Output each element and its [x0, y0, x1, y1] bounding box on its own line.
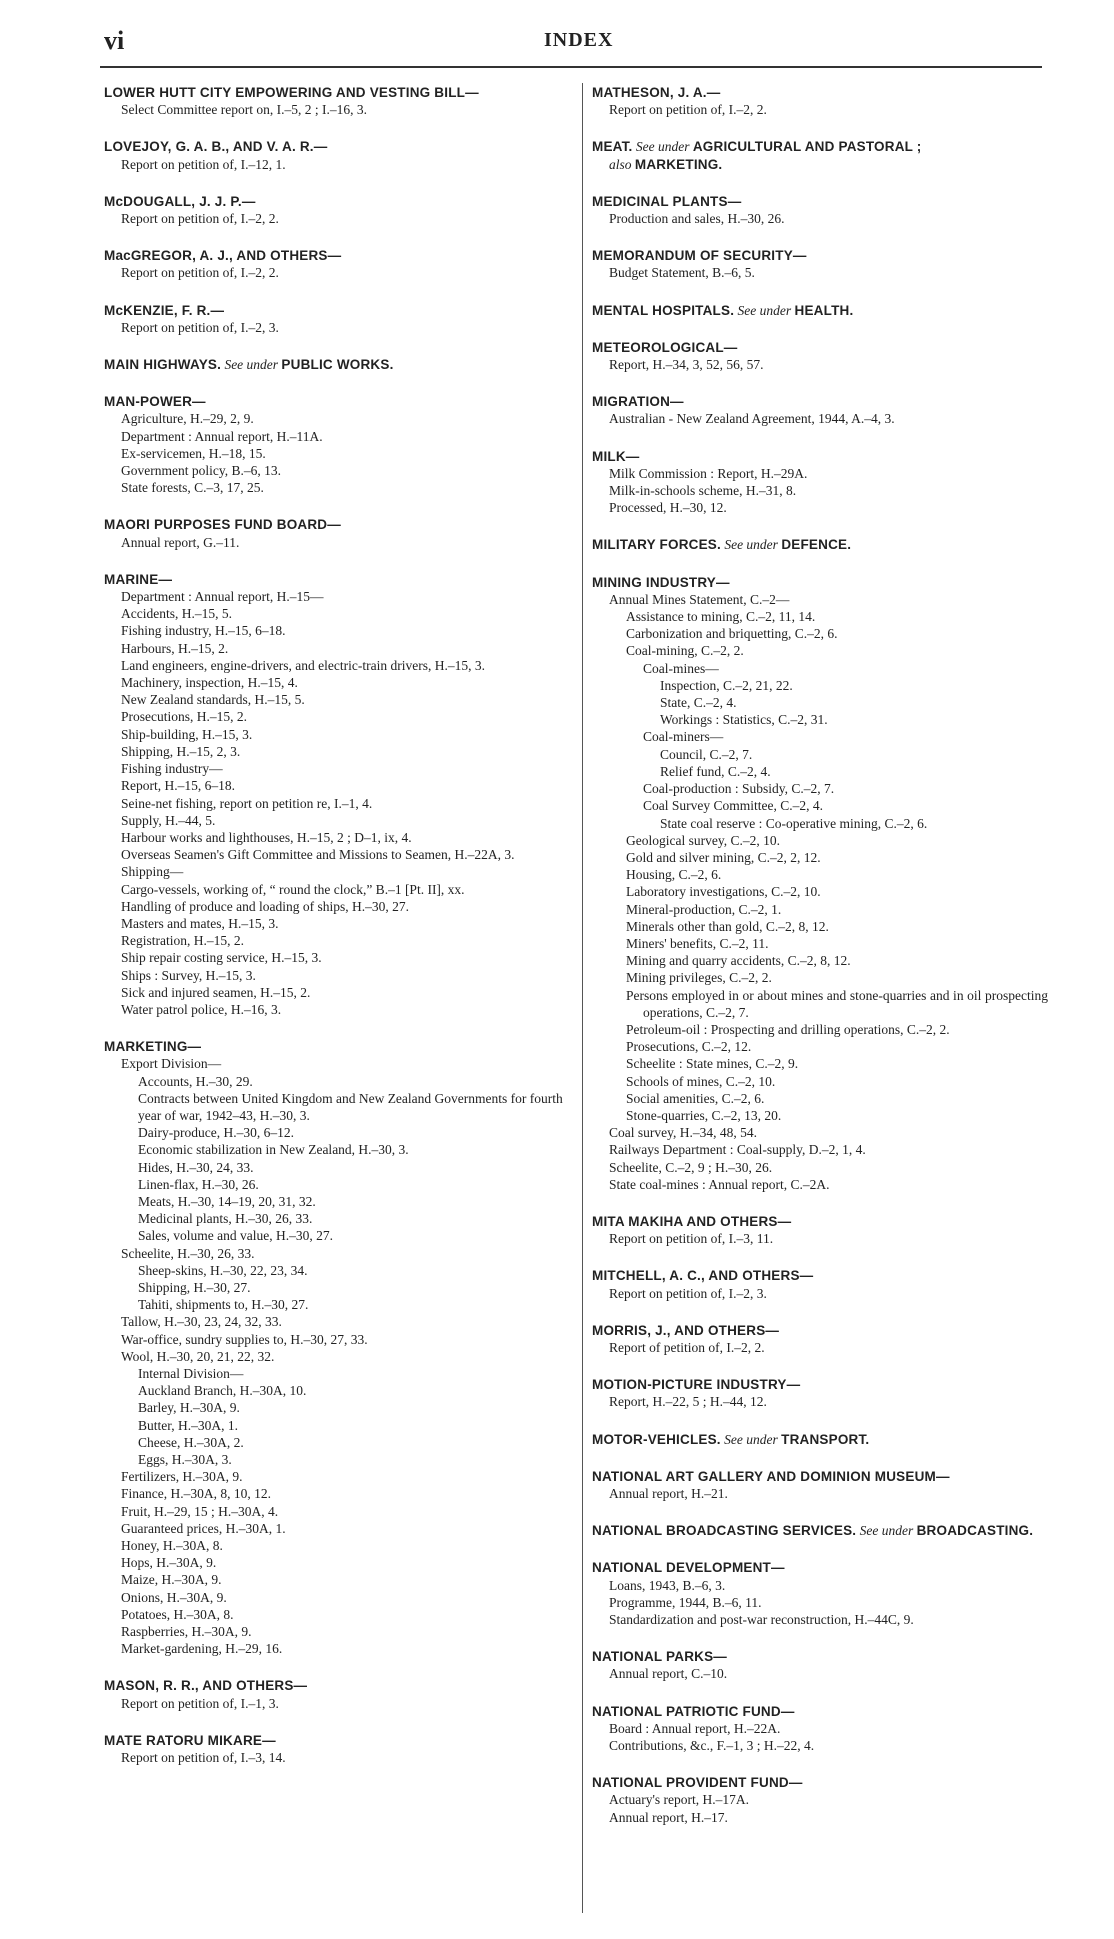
- entry-heading: NATIONAL PARKS—: [592, 1649, 728, 1665]
- index-entry: [592, 1468, 1048, 1502]
- index-entry: [592, 1431, 1048, 1448]
- index-subentry: Butter, H.–30A, 1.: [138, 1417, 238, 1433]
- index-subentry: Water patrol police, H.–16, 3.: [121, 1001, 282, 1017]
- index-subentry: Ex-servicemen, H.–18, 15.: [121, 445, 266, 461]
- index-subentry: Registration, H.–15, 2.: [121, 933, 244, 949]
- index-subentry: Wool, H.–30, 20, 21, 22, 32.: [121, 1348, 275, 1364]
- index-subentry: Maize, H.–30A, 9.: [121, 1572, 222, 1588]
- index-entry: [592, 536, 1048, 553]
- index-subentry: Laboratory investigations, C.–2, 10.: [626, 884, 821, 900]
- index-entry: [592, 1267, 1048, 1301]
- index-entry: [592, 1559, 1048, 1628]
- index-subentry: Contributions, &c., F.–1, 3 ; H.–22, 4.: [609, 1738, 815, 1754]
- index-subentry: Report on petition of, I.–2, 2.: [609, 102, 767, 118]
- index-subentry: Annual Mines Statement, C.–2—: [609, 591, 790, 607]
- index-subentry: Guaranteed prices, H.–30A, 1.: [121, 1520, 286, 1536]
- entry-heading: MEDICINAL PLANTS—: [592, 193, 742, 209]
- index-subentry: Masters and mates, H.–15, 3.: [121, 915, 279, 931]
- index-subentry: Ship repair costing service, H.–15, 3.: [121, 950, 322, 966]
- index-entry: [592, 1703, 1048, 1755]
- index-subentry: Harbours, H.–15, 2.: [121, 640, 229, 656]
- see-under-label: See under: [737, 302, 792, 318]
- index-subentry: Milk Commission : Report, H.–29A.: [609, 465, 808, 481]
- index-subentry: Council, C.–2, 7.: [660, 746, 753, 762]
- index-subentry: Coal-miners—: [643, 729, 724, 745]
- entry-heading-line: [592, 1522, 1048, 1539]
- entry-heading-line: [592, 1774, 1048, 1791]
- entry-heading: MAIN HIGHWAYS.: [104, 357, 222, 373]
- index-subentry: Prosecutions, H.–15, 2.: [121, 709, 247, 725]
- index-entry: [592, 1213, 1048, 1247]
- index-entry: [104, 247, 570, 281]
- index-subentry: Harbour works and lighthouses, H.–15, 2 ; D–1, ix, 4.: [121, 829, 412, 845]
- index-subentry: Report, H.–22, 5 ; H.–44, 12.: [609, 1394, 767, 1410]
- index-subentry: Cheese, H.–30A, 2.: [138, 1434, 244, 1450]
- index-subentry: Report on petition of, I.–12, 1.: [121, 156, 286, 172]
- entry-heading: MARKETING—: [104, 1039, 202, 1055]
- entry-heading-line: [592, 1559, 1048, 1576]
- see-under-label: See under: [724, 1431, 778, 1447]
- index-subentry: Scheelite : State mines, C.–2, 9.: [626, 1056, 799, 1072]
- header-rule: [100, 66, 1042, 68]
- entry-heading-line: [592, 339, 1048, 356]
- entry-heading: MITCHELL, A. C., AND OTHERS—: [592, 1268, 814, 1284]
- index-entry: [592, 448, 1048, 517]
- index-subentry: Scheelite, H.–30, 26, 33.: [121, 1245, 255, 1261]
- cross-reference: MARKETING.: [634, 156, 723, 172]
- index-subentry: Linen-flax, H.–30, 26.: [138, 1176, 259, 1192]
- index-subentry: Land engineers, engine-drivers, and electric-train drivers, H.–15, 3.: [121, 657, 485, 673]
- index-subentry: Supply, H.–44, 5.: [121, 812, 216, 828]
- entry-heading: METEOROLOGICAL—: [592, 339, 738, 355]
- index-subentry: Seine-net fishing, report on petition re, I.–1, 4.: [121, 795, 373, 811]
- index-subentry: Report on petition of, I.–2, 3.: [121, 319, 279, 335]
- entry-heading: NATIONAL PATRIOTIC FUND—: [592, 1703, 795, 1719]
- index-subentry: Eggs, H.–30A, 3.: [138, 1452, 232, 1468]
- entry-heading-line: [104, 1732, 570, 1749]
- index-entry: [104, 571, 570, 1018]
- index-subentry: Report on petition of, I.–2, 2.: [121, 211, 279, 227]
- page-number: vi: [104, 26, 125, 55]
- index-entry: [592, 302, 1048, 319]
- index-subentry: War-office, sundry supplies to, H.–30, 27, 33.: [121, 1331, 368, 1347]
- entry-heading: MINING INDUSTRY—: [592, 574, 730, 590]
- index-subentry: Honey, H.–30A, 8.: [121, 1538, 223, 1554]
- see-under-label: See under: [224, 357, 279, 373]
- index-subentry: State coal-mines : Annual report, C.–2A.: [609, 1176, 830, 1192]
- index-entry: [104, 1677, 570, 1711]
- index-entry: [592, 1376, 1048, 1410]
- entry-heading: MOTOR-VEHICLES.: [592, 1431, 721, 1447]
- index-entry: [104, 393, 570, 496]
- index-subentry: Ships : Survey, H.–15, 3.: [121, 967, 256, 983]
- entry-heading-line: [104, 1677, 570, 1694]
- index-subentry: Miners' benefits, C.–2, 11.: [626, 935, 769, 951]
- index-subentry: Mining privileges, C.–2, 2.: [626, 970, 772, 986]
- running-title: INDEX: [544, 29, 614, 51]
- right-column: [592, 84, 1048, 1846]
- index-subentry: Carbonization and briquetting, C.–2, 6.: [626, 626, 838, 642]
- index-subentry: Mineral-production, C.–2, 1.: [626, 901, 782, 917]
- index-entry: [592, 393, 1048, 427]
- index-subentry: Shipping—: [121, 864, 184, 880]
- entry-heading: MENTAL HOSPITALS.: [592, 302, 735, 318]
- index-subentry: Fishing industry—: [121, 761, 223, 777]
- index-subentry: Internal Division—: [138, 1366, 244, 1381]
- column-divider: [582, 83, 583, 1913]
- index-entry: [592, 1322, 1048, 1356]
- index-subentry: Production and sales, H.–30, 26.: [609, 211, 785, 227]
- entry-heading-line: [592, 1322, 1048, 1339]
- index-subentry: New Zealand standards, H.–15, 5.: [121, 692, 305, 708]
- index-subentry: State forests, C.–3, 17, 25.: [121, 480, 264, 496]
- index-subentry: Processed, H.–30, 12.: [609, 500, 727, 516]
- index-subentry: Report on petition of, I.–2, 3.: [609, 1285, 767, 1301]
- entry-heading: MEAT.: [592, 139, 633, 155]
- index-subentry: Economic stabilization in New Zealand, H.–30, 3.: [138, 1142, 409, 1158]
- index-subentry: Australian - New Zealand Agreement, 1944, A.–4, 3.: [609, 411, 895, 427]
- index-subentry: State coal reserve : Co-operative mining, C.–2, 6.: [660, 815, 928, 831]
- index-subentry: Shipping, H.–30, 27.: [138, 1279, 251, 1295]
- index-entry: [104, 1732, 570, 1766]
- index-subentry: Coal-mines—: [643, 660, 719, 676]
- index-subentry: Annual report, G.–11.: [121, 534, 240, 550]
- entry-heading-line: [104, 84, 570, 101]
- page-header: [104, 26, 1044, 66]
- index-subentry: Stone-quarries, C.–2, 13, 20.: [626, 1107, 782, 1123]
- entry-heading-line: [592, 1376, 1048, 1393]
- entry-heading: MILITARY FORCES.: [592, 537, 721, 553]
- entry-heading-line: [592, 1431, 1048, 1448]
- index-entry: [592, 574, 1048, 1193]
- index-subentry: Standardization and post-war reconstruction, H.–44C, 9.: [609, 1612, 914, 1628]
- index-subentry: Accidents, H.–15, 5.: [121, 606, 232, 622]
- entry-heading: MORRIS, J., AND OTHERS—: [592, 1322, 780, 1338]
- index-subentry: Export Division—: [121, 1056, 222, 1072]
- cross-reference: AGRICULTURAL AND PASTORAL ;: [692, 139, 922, 155]
- entry-heading: MacGREGOR, A. J., AND OTHERS—: [104, 248, 342, 264]
- index-subentry: Accounts, H.–30, 29.: [138, 1073, 253, 1089]
- index-subentry: Social amenities, C.–2, 6.: [626, 1090, 765, 1106]
- index-entry: [104, 138, 570, 172]
- entry-heading: McDOUGALL, J. J. P.—: [104, 193, 256, 209]
- index-subentry: Government policy, B.–6, 13.: [121, 463, 281, 479]
- index-entry: [592, 138, 1048, 172]
- entry-heading-line: [592, 448, 1048, 465]
- cross-reference: HEALTH.: [794, 302, 854, 318]
- index-subentry: Housing, C.–2, 6.: [626, 867, 722, 883]
- entry-heading: MATE RATORU MIKARE—: [104, 1732, 276, 1748]
- entry-heading: McKENZIE, F. R.—: [104, 302, 225, 318]
- index-subentry: Sick and injured seamen, H.–15, 2.: [121, 984, 311, 1000]
- index-entry: [592, 84, 1048, 118]
- entry-heading: MITA MAKIHA AND OTHERS—: [592, 1213, 792, 1229]
- entry-heading-line: [104, 302, 570, 319]
- entry-heading: MILK—: [592, 448, 640, 464]
- index-subentry: Persons employed in or about mines and stone-quarries and in oil prospecting operations, C.–2, 7.: [626, 987, 1048, 1020]
- index-entry: [592, 1522, 1048, 1539]
- index-subentry: Assistance to mining, C.–2, 11, 14.: [626, 609, 816, 625]
- see-under-label: See under: [635, 139, 690, 155]
- index-entry: [104, 356, 570, 373]
- index-subentry: Machinery, inspection, H.–15, 4.: [121, 675, 298, 691]
- index-subentry: Report, H.–15, 6–18.: [121, 778, 235, 794]
- entry-heading-line: [104, 571, 570, 588]
- entry-heading: NATIONAL DEVELOPMENT—: [592, 1560, 785, 1576]
- index-subentry: Annual report, H.–21.: [609, 1486, 728, 1501]
- entry-heading-line: [104, 516, 570, 533]
- index-subentry: Barley, H.–30A, 9.: [138, 1400, 240, 1416]
- index-entry: [104, 1038, 570, 1657]
- index-subentry: Report on petition of, I.–3, 14.: [121, 1750, 286, 1766]
- entry-heading-line: [592, 84, 1048, 101]
- entry-heading-line: [104, 1038, 570, 1055]
- index-subentry: Coal-mining, C.–2, 2.: [626, 643, 744, 659]
- index-subentry: State, C.–2, 4.: [660, 695, 737, 711]
- index-subentry: Agriculture, H.–29, 2, 9.: [121, 411, 254, 427]
- index-subentry: Railways Department : Coal-supply, D.–2, 1, 4.: [609, 1142, 866, 1158]
- index-subentry: Potatoes, H.–30A, 8.: [121, 1606, 234, 1622]
- index-subentry: Department : Annual report, H.–11A.: [121, 428, 323, 444]
- entry-heading-line: [592, 247, 1048, 264]
- index-subentry: Dairy-produce, H.–30, 6–12.: [138, 1125, 294, 1141]
- index-subentry: Milk-in-schools scheme, H.–31, 8.: [609, 483, 797, 499]
- index-subentry: Loans, 1943, B.–6, 3.: [609, 1577, 726, 1593]
- index-subentry: Coal Survey Committee, C.–2, 4.: [643, 798, 823, 814]
- cross-reference: BROADCASTING.: [916, 1523, 1034, 1539]
- index-subentry: Market-gardening, H.–29, 16.: [121, 1641, 283, 1657]
- index-subentry: Scheelite, C.–2, 9 ; H.–30, 26.: [609, 1159, 773, 1175]
- index-subentry: Raspberries, H.–30A, 9.: [121, 1624, 252, 1640]
- entry-heading: NATIONAL PROVIDENT FUND—: [592, 1775, 803, 1791]
- index-subentry: Handling of produce and loading of ships, H.–30, 27.: [121, 898, 409, 914]
- index-subentry: Hops, H.–30A, 9.: [121, 1555, 217, 1571]
- index-subentry: Fertilizers, H.–30A, 9.: [121, 1469, 243, 1485]
- index-subentry: Ship-building, H.–15, 3.: [121, 726, 253, 742]
- index-subentry: Auckland Branch, H.–30A, 10.: [138, 1383, 307, 1399]
- index-subentry: Petroleum-oil : Prospecting and drilling operations, C.–2, 2.: [626, 1021, 950, 1037]
- index-subentry: Fishing industry, H.–15, 6–18.: [121, 623, 286, 639]
- index-subentry: Contracts between United Kingdom and New Zealand Governments for fourth year of war, 1942–43, H.–30, 3.: [138, 1090, 563, 1123]
- entry-heading: MARINE—: [104, 571, 173, 587]
- entry-heading: MOTION-PICTURE INDUSTRY—: [592, 1377, 801, 1393]
- see-under-label: See under: [859, 1523, 914, 1539]
- index-subentry: Department : Annual report, H.–15—: [121, 589, 324, 605]
- index-subentry: Schools of mines, C.–2, 10.: [626, 1073, 776, 1089]
- cross-reference: DEFENCE.: [781, 537, 852, 553]
- cross-reference: TRANSPORT.: [781, 1431, 870, 1447]
- index-entry: [104, 302, 570, 336]
- entry-heading-line: [592, 1468, 1048, 1485]
- index-subentry: Gold and silver mining, C.–2, 2, 12.: [626, 849, 821, 865]
- index-entry: [592, 339, 1048, 373]
- index-subentry: Coal survey, H.–34, 48, 54.: [609, 1125, 757, 1141]
- entry-heading-line: [104, 193, 570, 210]
- entry-heading: MASON, R. R., AND OTHERS—: [104, 1678, 308, 1694]
- index-subentry: Geological survey, C.–2, 10.: [626, 832, 780, 848]
- see-under-label: See under: [724, 537, 778, 553]
- index-subentry: Overseas Seamen's Gift Committee and Missions to Seamen, H.–22A, 3.: [121, 847, 515, 863]
- entry-heading: MIGRATION—: [592, 394, 684, 410]
- entry-heading-line: [592, 1213, 1048, 1230]
- entry-heading: LOWER HUTT CITY EMPOWERING AND VESTING BILL—: [104, 85, 479, 100]
- index-subentry: Tahiti, shipments to, H.–30, 27.: [138, 1297, 309, 1313]
- index-entry: [592, 193, 1048, 227]
- index-subentry: Prosecutions, C.–2, 12.: [626, 1039, 752, 1055]
- index-subentry: Shipping, H.–15, 2, 3.: [121, 743, 241, 759]
- index-entry: [592, 1648, 1048, 1682]
- entry-heading-line: [104, 138, 570, 155]
- index-subentry: Relief fund, C.–2, 4.: [660, 763, 771, 779]
- index-entry: [104, 193, 570, 227]
- also-label: also: [609, 156, 632, 172]
- index-subentry: Report on petition of, I.–3, 11.: [609, 1231, 774, 1247]
- entry-heading: MATHESON, J. A.—: [592, 85, 721, 100]
- index-entry: [592, 1774, 1048, 1826]
- entry-heading-line: [592, 302, 1048, 319]
- index-subentry: Medicinal plants, H.–30, 26, 33.: [138, 1211, 313, 1227]
- index-subentry: Board : Annual report, H.–22A.: [609, 1720, 781, 1736]
- entry-heading-line: [104, 247, 570, 264]
- entry-heading-line: [592, 574, 1048, 591]
- index-subentry: Select Committee report on, I.–5, 2 ; I.–16, 3.: [121, 102, 367, 118]
- index-subentry: Minerals other than gold, C.–2, 8, 12.: [626, 918, 829, 934]
- index-subentry: Finance, H.–30A, 8, 10, 12.: [121, 1486, 271, 1502]
- index-subentry: Tallow, H.–30, 23, 24, 32, 33.: [121, 1314, 282, 1330]
- index-subentry: Report of petition of, I.–2, 2.: [609, 1339, 765, 1355]
- index-subentry: Coal-production : Subsidy, C.–2, 7.: [643, 781, 835, 797]
- index-subentry: Annual report, H.–17.: [609, 1809, 728, 1825]
- entry-heading-line: [592, 536, 1048, 553]
- index-subentry: Mining and quarry accidents, C.–2, 8, 12.: [626, 953, 851, 969]
- entry-heading: NATIONAL ART GALLERY AND DOMINION MUSEUM—: [592, 1468, 950, 1484]
- index-subentry: Hides, H.–30, 24, 33.: [138, 1159, 254, 1175]
- index-subentry: Report, H.–34, 3, 52, 56, 57.: [609, 357, 764, 373]
- entry-heading-line: [592, 393, 1048, 410]
- index-subentry: Fruit, H.–29, 15 ; H.–30A, 4.: [121, 1503, 279, 1519]
- index-subentry: Meats, H.–30, 14–19, 20, 31, 32.: [138, 1193, 316, 1209]
- index-subentry: Programme, 1944, B.–6, 11.: [609, 1594, 762, 1610]
- entry-heading-line: [592, 1648, 1048, 1665]
- entry-heading-line: [592, 1267, 1048, 1284]
- index-subentry: Cargo-vessels, working of, “ round the clock,” B.–1 [Pt. II], xx.: [121, 881, 465, 897]
- index-subentry: Inspection, C.–2, 21, 22.: [660, 677, 793, 693]
- entry-heading: MAORI PURPOSES FUND BOARD—: [104, 517, 341, 533]
- entry-heading: NATIONAL BROADCASTING SERVICES.: [592, 1523, 857, 1539]
- index-entry: [592, 247, 1048, 281]
- index-subentry: Sales, volume and value, H.–30, 27.: [138, 1228, 333, 1244]
- index-entry: [104, 516, 570, 550]
- entry-heading: MEMORANDUM OF SECURITY—: [592, 248, 807, 264]
- entry-heading: LOVEJOY, G. A. B., AND V. A. R.—: [104, 139, 328, 155]
- index-subentry: Budget Statement, B.–6, 5.: [609, 265, 755, 281]
- index-subentry: Actuary's report, H.–17A.: [609, 1792, 750, 1808]
- index-subentry: Onions, H.–30A, 9.: [121, 1589, 227, 1605]
- entry-heading-line: [104, 393, 570, 410]
- index-subentry: Workings : Statistics, C.–2, 31.: [660, 712, 828, 728]
- entry-heading: MAN-POWER—: [104, 394, 206, 410]
- index-subentry: Sheep-skins, H.–30, 22, 23, 34.: [138, 1262, 308, 1278]
- index-subentry: Report on petition of, I.–1, 3.: [121, 1695, 279, 1711]
- entry-heading-line: [104, 356, 570, 373]
- index-subentry: Annual report, C.–10.: [609, 1666, 728, 1682]
- left-column: [104, 84, 570, 1786]
- entry-heading-line: [592, 138, 1048, 172]
- index-entry: [104, 84, 570, 118]
- entry-heading-line: [592, 1703, 1048, 1720]
- index-subentry: Report on petition of, I.–2, 2.: [121, 265, 279, 281]
- cross-reference: PUBLIC WORKS.: [281, 357, 394, 373]
- entry-heading-line: [592, 193, 1048, 210]
